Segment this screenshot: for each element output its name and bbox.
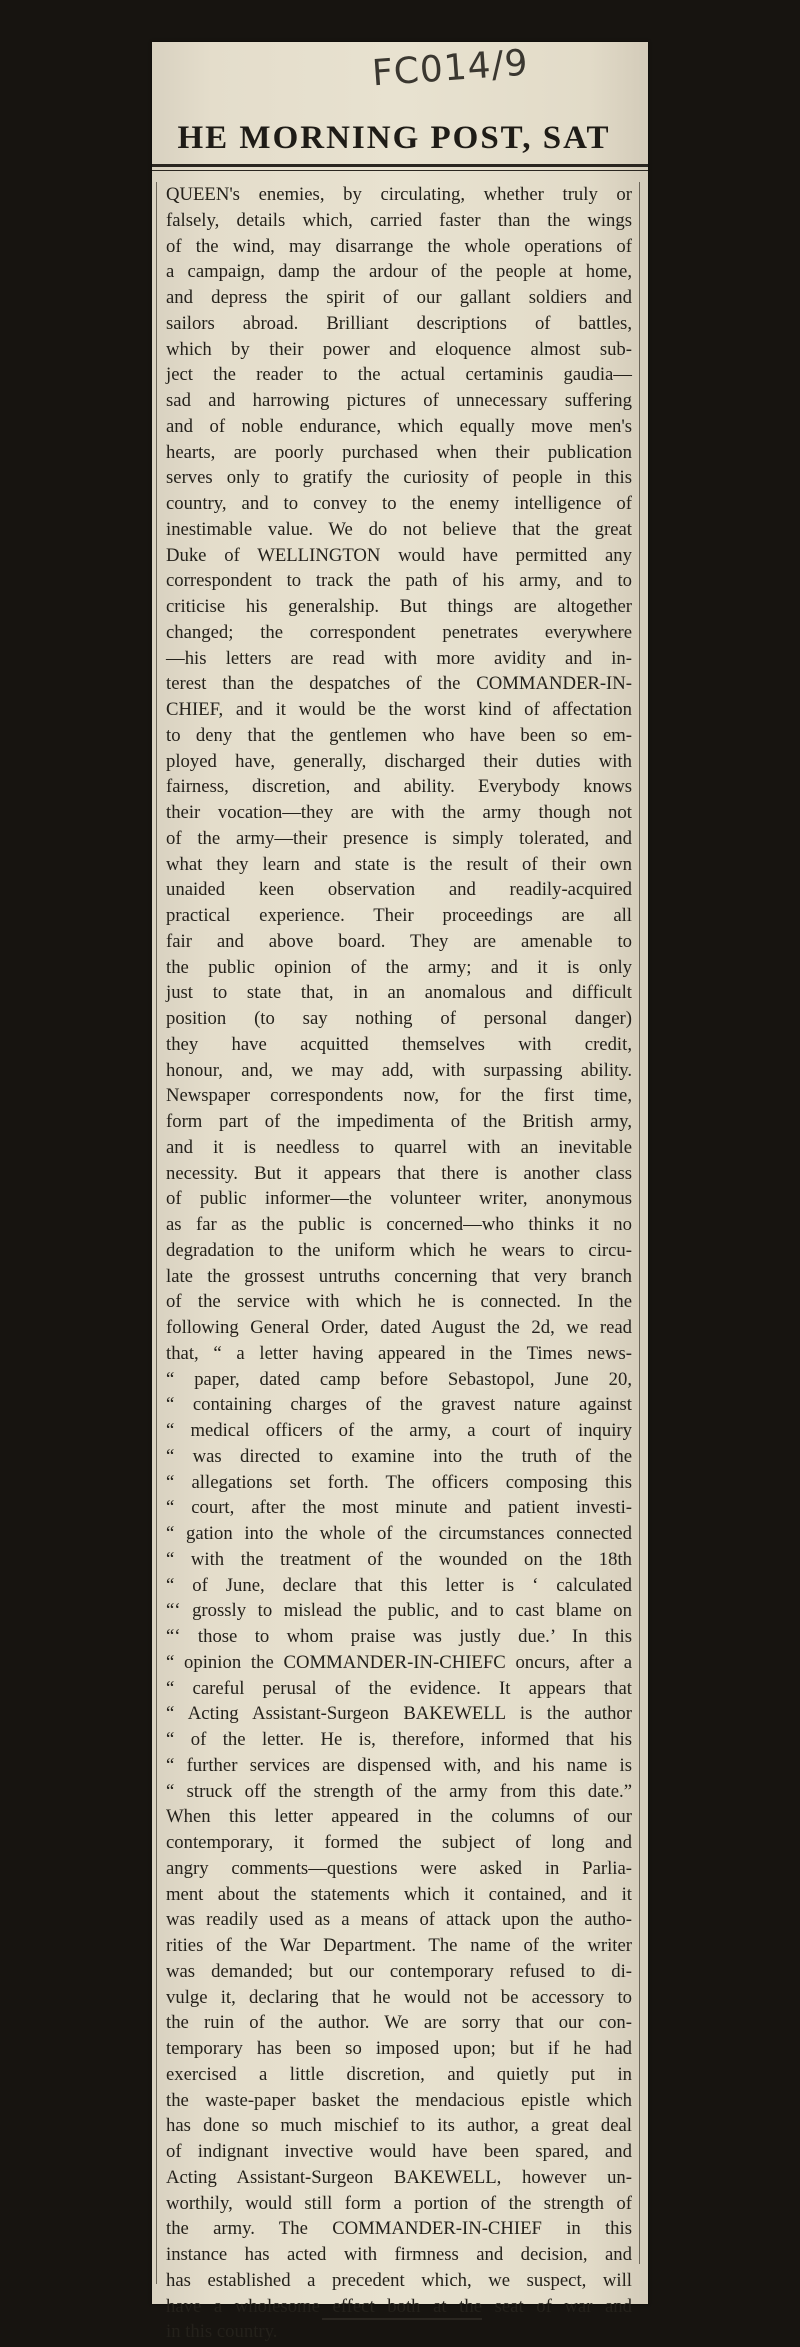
article-line: the army. The COMMANDER-IN-CHIEF in this [166,2218,632,2240]
article-line: vulge it, declaring that he would not be accessory to [166,1986,632,2008]
article-line: “ was directed to examine into the truth of the [166,1445,632,1467]
article-line: position (to say nothing of personal danger) [166,1008,632,1029]
article-line: ment about the statements which it contained, and it [166,1883,632,1905]
article-line: Newspaper correspondents now, for the first time, [166,1085,632,1107]
article-line: angry comments—questions were asked in Parlia- [166,1857,632,1879]
column-rule-left [156,182,157,2284]
article-line: of indignant invective would have been spared, and [166,2141,632,2162]
article-line: “ further services are dispensed with, and his name is [166,1754,632,1776]
article-line: QUEEN's enemies, by circulating, whether truly or [166,184,632,205]
article-line: has done so much mischief to its author, a great deal [166,2115,632,2137]
column-rule-right [639,182,640,2264]
article-line: their vocation—they are with the army though not [166,802,632,823]
newspaper-clipping [152,42,648,2343]
article-line: sad and harrowing pictures of unnecessary suffering [166,390,632,411]
article-line: correspondent to track the path of his army, and to [166,570,632,592]
article-line: “ paper, dated camp before Sebastopol, June 20, [166,1368,632,1390]
article-line: terest than the despatches of the COMMANDER-IN- [166,673,632,695]
masthead-rule [152,164,648,167]
article-line: the ruin of the author. We are sorry that our con- [166,2012,632,2034]
article-line: unaided keen observation and readily-acquired [166,879,632,901]
article-line: in this country. [166,2321,278,2343]
article-line: “ court, after the most minute and patient investi- [166,1497,632,1519]
article-body [166,182,632,2345]
article-line: which by their power and eloquence almost sub- [166,338,632,360]
article-line: fair and above board. They are amenable to [166,930,632,952]
article-line: of the service with which he is connected. In the [166,1291,632,1313]
article-line: honour, and, we may add, with surpassing ability. [166,1059,632,1081]
article-line: “ struck off the strength of the army from this date.” [166,1780,632,1802]
article-line: exercised a little discretion, and quietly put in [166,2063,632,2085]
article-line: “ careful perusal of the evidence. It appears that [166,1677,632,1699]
masthead-rule-thin [152,170,648,171]
article-line: “ opinion the COMMANDER-IN-CHIEFC oncurs, after a [166,1651,632,1673]
article-line: and of noble endurance, which equally move men's [166,415,632,437]
article-line: of the wind, may disarrange the whole operations of [166,235,632,257]
article-line: just to state that, in an anomalous and difficult [166,982,632,1004]
article-line: has established a precedent which, we suspect, will [166,2269,632,2291]
article-line: the waste-paper basket the mendacious epistle which [166,2089,632,2111]
article-line: ployed have, generally, discharged their duties with [166,750,632,772]
article-line: the public opinion of the army; and it is only [166,956,632,978]
article-line: that, “ a letter having appeared in the Times news- [166,1342,632,1364]
article-line: sailors abroad. Brilliant descriptions of battles, [166,312,632,334]
article-line: —his letters are read with more avidity and in- [166,647,632,669]
article-line: “‘ those to whom praise was justly due.’ In this [166,1626,632,1647]
article-line: and depress the spirit of our gallant soldiers and [166,287,632,308]
article-line: degradation to the uniform which he wears to circu- [166,1239,632,1261]
article-line: “‘ grossly to mislead the public, and to cast blame on [166,1600,632,1622]
article-line: Duke of WELLINGTON would have permitted any [166,544,632,566]
article-line: “ Acting Assistant-Surgeon BAKEWELL is the author [166,1703,632,1725]
article-line: contemporary, it formed the subject of long and [166,1832,632,1853]
article-line: as far as the public is concerned—who thinks it no [166,1214,632,1235]
article-line: worthily, would still form a portion of the strength of [166,2192,632,2214]
article-line: what they learn and state is the result of their own [166,853,632,875]
article-end-rule [322,2318,482,2320]
newspaper-masthead: HE MORNING POST, SAT [177,120,611,156]
article-line: fairness, discretion, and ability. Everybody knows [166,776,632,798]
article-line: of public informer—the volunteer writer, anonymous [166,1188,632,1210]
article-line: to deny that the gentlemen who have been so em- [166,724,632,746]
article-line: falsely, details which, carried faster than the wings [166,209,632,231]
article-line: late the grossest untruths concerning that very branch [166,1265,632,1287]
article-line: of the army—their presence is simply tolerated, and [166,827,632,849]
article-line: following General Order, dated August the 2d, we read [166,1317,632,1338]
article-line: Acting Assistant-Surgeon BAKEWELL, however un- [166,2166,632,2188]
article-line: was demanded; but our contemporary refused to di- [166,1960,632,1982]
article-line: a campaign, damp the ardour of the people at home, [166,261,632,283]
article-line: criticise his generalship. But things are altogether [166,596,632,617]
article-line: CHIEF, and it would be the worst kind of affectation [166,699,632,720]
archive-reference-number: FC014/9 [370,42,530,95]
article-line: and it is needless to quarrel with an inevitable [166,1136,632,1158]
article-line: “ of the letter. He is, therefore, informed that his [166,1729,632,1750]
article-line: inestimable value. We do not believe that the great [166,518,632,540]
article-line: ject the reader to the actual certaminis gaudia— [166,364,632,386]
article-line: practical experience. Their proceedings are all [166,905,632,926]
article-line: serves only to gratify the curiosity of people in this [166,467,632,489]
article-line: “ allegations set forth. The officers composing this [166,1471,632,1493]
article-line: When this letter appeared in the columns of our [166,1806,632,1828]
article-line: rities of the War Department. The name of the writer [166,1935,632,1956]
article-line: “ gation into the whole of the circumstances connected [166,1523,632,1544]
article-line: was readily used as a means of attack upon the autho- [166,1909,632,1931]
article-line: have a wholesome effect both at the seat of war and [166,2295,632,2317]
article-line: “ of June, declare that this letter is ‘ calculated [166,1574,632,1596]
article-line: “ containing charges of the gravest nature against [166,1394,632,1416]
article-line: instance has acted with firmness and decision, and [166,2244,632,2265]
article-line: necessity. But it appears that there is another class [166,1162,632,1184]
article-line: country, and to convey to the enemy intelligence of [166,493,632,514]
article-line: temporary has been so imposed upon; but if he had [166,2038,632,2059]
article-line: changed; the correspondent penetrates everywhere [166,621,632,643]
article-line: form part of the impedimenta of the British army, [166,1111,632,1132]
article-line: “ with the treatment of the wounded on the 18th [166,1548,632,1570]
article-line: hearts, are poorly purchased when their publication [166,441,632,463]
article-line: “ medical officers of the army, a court of inquiry [166,1420,632,1441]
article-line: they have acquitted themselves with credit, [166,1033,632,1055]
